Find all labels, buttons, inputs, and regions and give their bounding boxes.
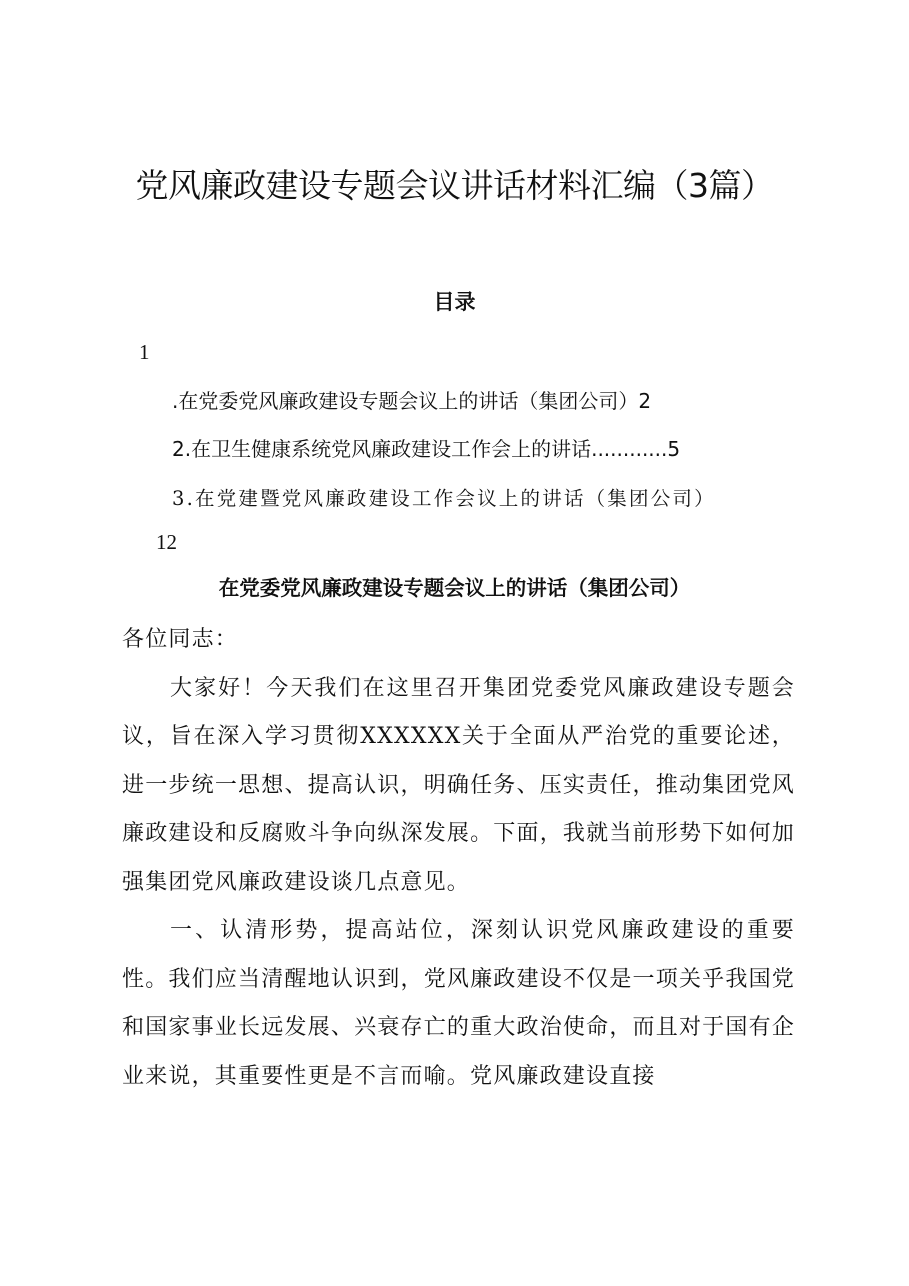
section-body [122, 616, 795, 1101]
salutation: 各位同志： [122, 627, 239, 652]
toc-heading: 目录 [433, 290, 476, 314]
toc-entry-1[interactable]: .在党委党风廉政建设专题会议上的讲话（集团公司）2 [172, 389, 652, 413]
toc-entry-3[interactable]: 3.在党建暨党风廉政建设工作会议上的讲话（集团公司） [172, 487, 716, 510]
toc-entry-3-page: 12 [156, 530, 177, 554]
toc-entry-1-number: 1 [139, 340, 150, 364]
section-title: 在党委党风廉政建设专题会议上的讲话（集团公司） [218, 576, 691, 600]
document-title: 党风廉政建设专题会议讲话材料汇编（3篇） [135, 166, 774, 205]
paragraph-1: 大家好！今天我们在这里召开集团党委党风廉政建设专题会议，旨在深入学习贯彻XXXXXX关于全面从严治党的重要论述，进一步统一思想、提高认识，明确任务、压实责任，推动集团党风廉政建设和反腐败斗争向纵深发展。下面，我就当前形势下如何加强集团党风廉政建设谈几点意见。 [122, 675, 795, 895]
toc-entry-2[interactable]: 2.在卫生健康系统党风廉政建设工作会上的讲话............5 [172, 437, 681, 461]
paragraph-2: 一、认清形势，提高站位，深刻认识党风廉政建设的重要性。我们应当清醒地认识到，党风廉政建设不仅是一项关乎我国党和国家事业长远发展、兴衰存亡的重大政治使命，而且对于国有企业来说，其重要性更是不言而喻。党风廉政建设直接 [122, 918, 795, 1089]
